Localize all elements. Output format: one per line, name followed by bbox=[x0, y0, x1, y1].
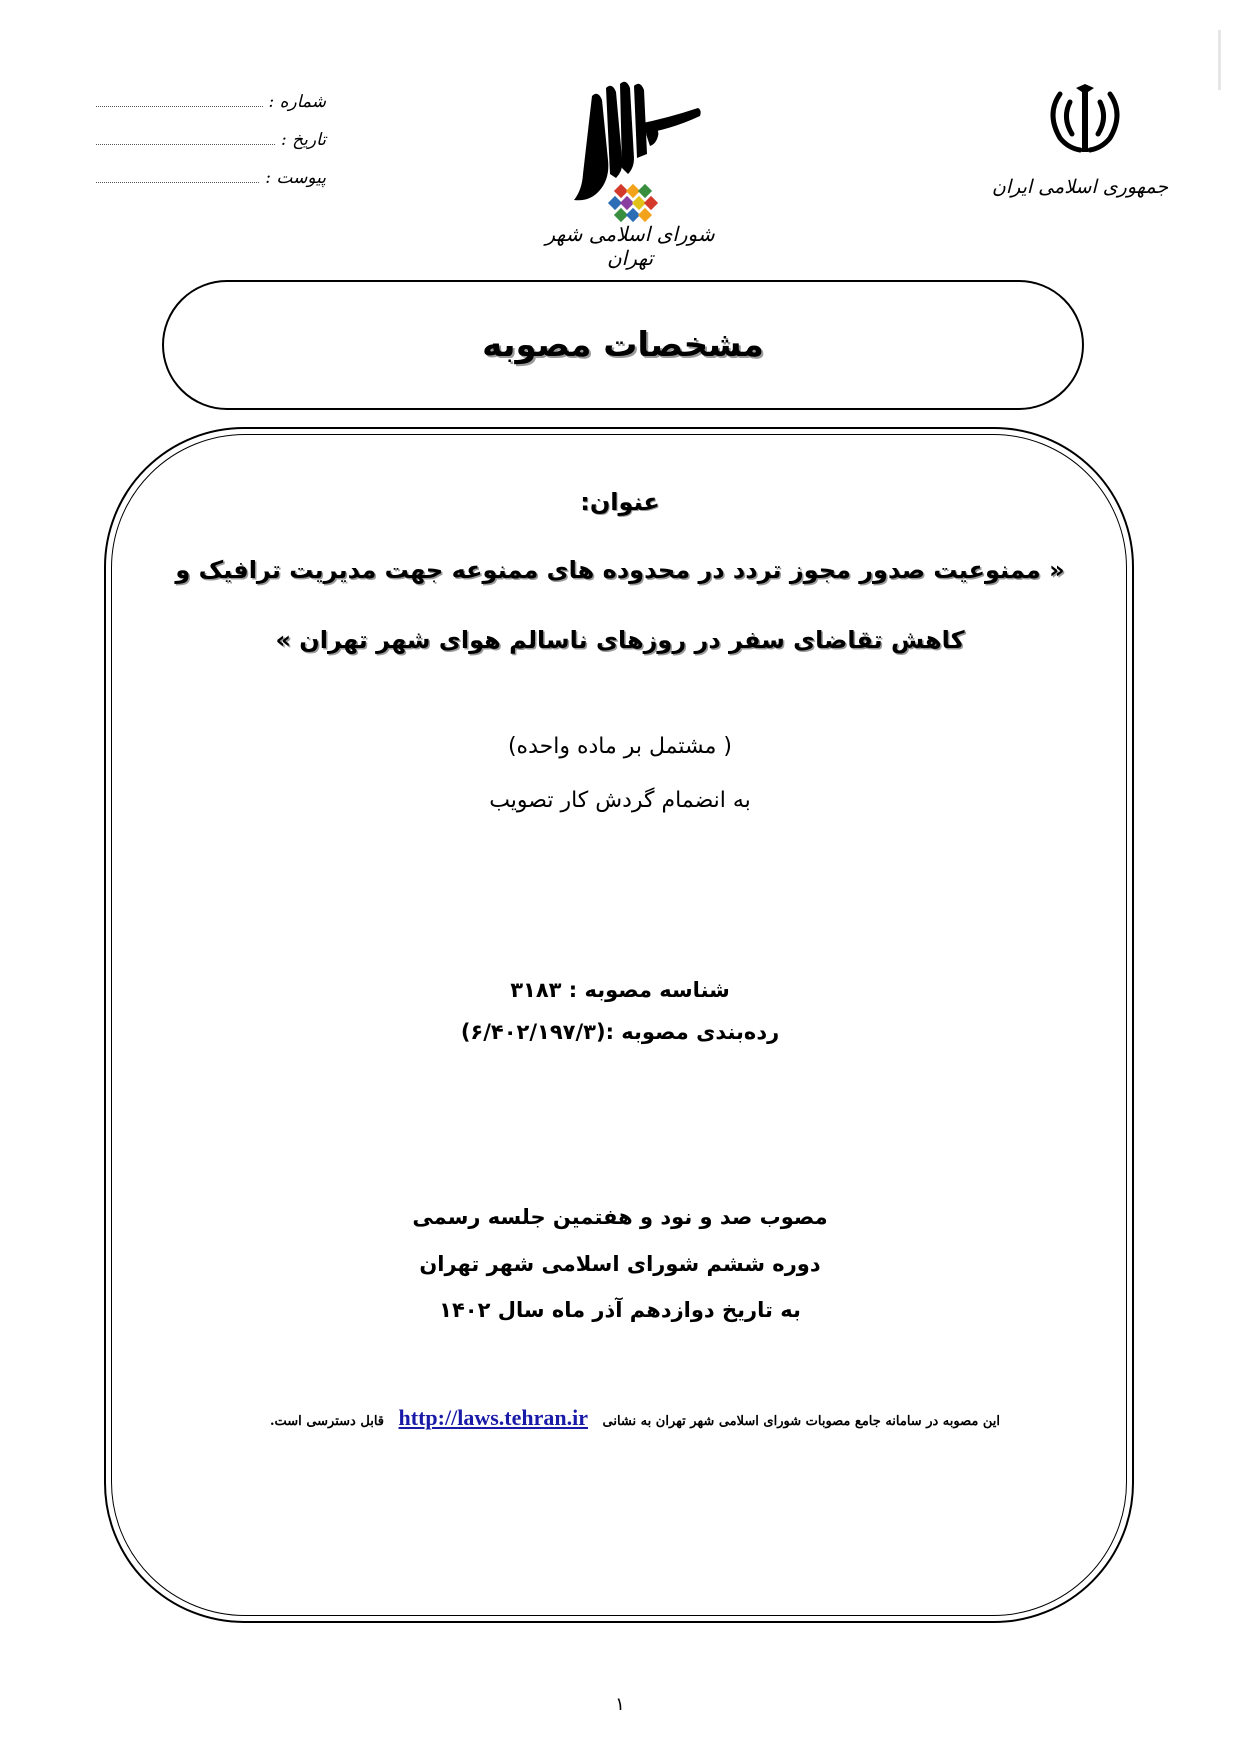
document-meta-fields bbox=[96, 92, 326, 206]
scope-note: ( مشتمل بر ماده واحده) bbox=[507, 734, 733, 759]
meta-date-line bbox=[96, 130, 275, 145]
approval-date: به تاریخ دوازدهم آذر ماه سال ۱۴۰۲ bbox=[439, 1298, 801, 1322]
title-box bbox=[162, 280, 1084, 410]
resolution-id: شناسه مصوبه : ۳۱۸۳ bbox=[510, 978, 730, 1002]
subject-line-2: کاهش تقاضای سفر در روزهای ناسالم هوای شهر تهران » bbox=[275, 626, 965, 654]
meta-date-label: تاریخ : bbox=[281, 130, 326, 150]
access-note-after: قابل دسترسی است. bbox=[270, 1414, 384, 1429]
iran-emblem-icon bbox=[1040, 84, 1130, 164]
meta-number-label: شماره : bbox=[268, 92, 326, 112]
resolution-classification: رده‌بندی مصوبه :(۶/۴۰۲/۱۹۷/۳) bbox=[460, 1020, 780, 1044]
approval-term: دوره ششم شورای اسلامی شهر تهران bbox=[419, 1252, 821, 1276]
meta-date-row bbox=[96, 130, 326, 168]
subject-label: عنوان: bbox=[580, 488, 660, 516]
subject-line-1: « ممنوعیت صدور مجوز تردد در محدوده های ممنوعه جهت مدیریت ترافیک و bbox=[175, 556, 1065, 584]
scan-edge-mark bbox=[1218, 30, 1221, 90]
page-number: ۱ bbox=[615, 1694, 625, 1715]
approval-session: مصوب صد و نود و هفتمین جلسه رسمی bbox=[412, 1205, 828, 1229]
laws-link[interactable]: http://laws.tehran.ir bbox=[398, 1405, 588, 1430]
emblem-caption: جمهوری اسلامی ایران bbox=[991, 176, 1169, 198]
access-note bbox=[200, 1405, 1070, 1431]
meta-number-row bbox=[96, 92, 326, 130]
meta-number-line bbox=[96, 92, 263, 107]
mosaic-diamonds bbox=[608, 184, 658, 222]
meta-attachment-row bbox=[96, 168, 326, 206]
meta-attachment-label: پیوست : bbox=[265, 168, 326, 188]
meta-attachment-line bbox=[96, 168, 259, 183]
page-title: مشخصات مصوبه bbox=[482, 325, 764, 365]
access-note-before: این مصوبه در سامانه جامع مصوبات شورای اسلامی شهر تهران به نشانی bbox=[602, 1414, 1000, 1429]
council-logo-caption: شورای اسلامی شهر تهران bbox=[545, 222, 715, 270]
attachment-note: به انضمام گردش کار تصویب bbox=[489, 788, 751, 813]
